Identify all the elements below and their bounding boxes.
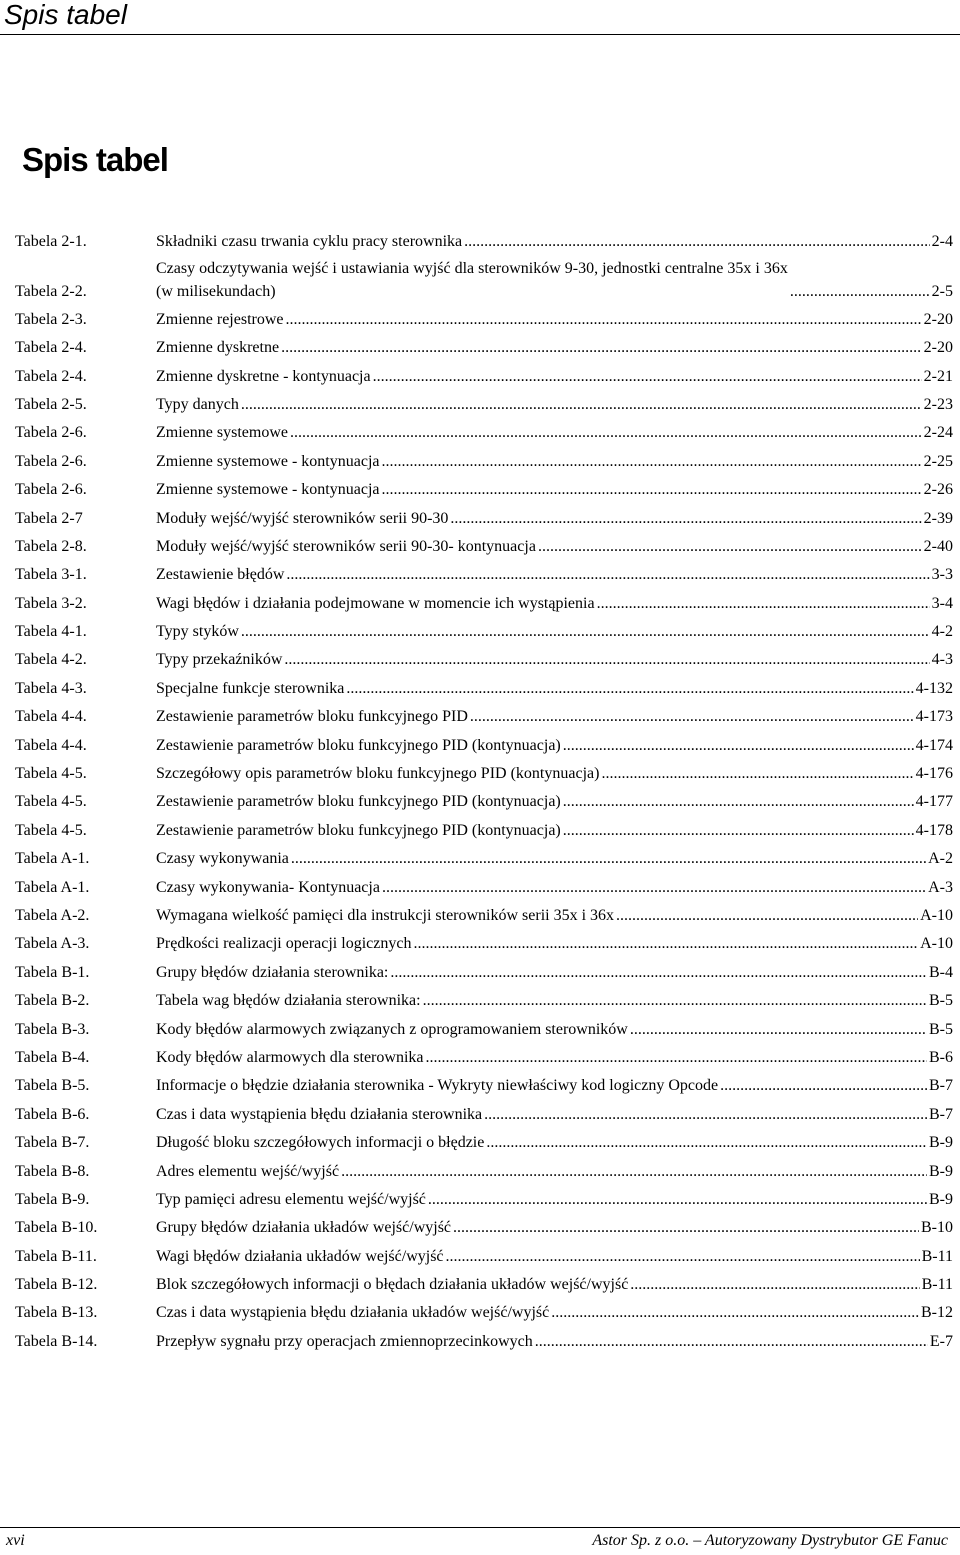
toc-entry-title: Blok szczegółowych informacji o błędach działania układów wejść/wyjść	[156, 1276, 629, 1294]
toc-dot-leader	[470, 704, 914, 729]
toc-entry-title: Wagi błędów działania układów wejść/wyjść	[156, 1247, 444, 1265]
toc-entry-number: Tabela 4-5.	[15, 765, 87, 783]
toc-entry[interactable]	[15, 1329, 953, 1354]
toc-dot-leader	[286, 562, 929, 587]
toc-entry[interactable]	[15, 591, 953, 616]
toc-entry-number: Tabela 2-2.	[15, 283, 87, 301]
toc-entry-number: Tabela A-2.	[15, 906, 90, 924]
toc-dot-leader	[616, 903, 918, 928]
toc-entry-number: Tabela 4-4.	[15, 736, 87, 754]
toc-entry-page: 3-4	[931, 594, 953, 612]
toc-entry-page: 4-2	[931, 623, 953, 641]
toc-entry-number: Tabela B-7.	[15, 1134, 90, 1152]
toc-entry-title: Typy przekaźników	[156, 651, 283, 669]
toc-entry-page: B-6	[929, 1048, 953, 1066]
toc-entry-page: A-2	[928, 850, 953, 868]
toc-entry-title: Przepływ sygnału przy operacjach zmiennoprzecinkowych	[156, 1332, 533, 1350]
toc-dot-leader	[390, 960, 927, 985]
toc-entry-number: Tabela 2-7	[15, 509, 83, 527]
toc-entry-title-continuation: (w milisekundach)	[156, 283, 276, 301]
toc-entry[interactable]	[15, 931, 953, 956]
running-header-title: Spis tabel	[4, 0, 127, 30]
toc-entry[interactable]	[15, 761, 953, 786]
toc-dot-leader	[446, 1244, 920, 1269]
toc-entry-number: Tabela 4-1.	[15, 623, 87, 641]
toc-entry-title: Zmienne systemowe - kontynuacja	[156, 452, 380, 470]
toc-dot-leader	[425, 1045, 927, 1070]
toc-entry-number: Tabela 2-6.	[15, 481, 87, 499]
toc-entry-page: B-7	[929, 1077, 953, 1095]
toc-entry-page: B-5	[929, 1020, 953, 1038]
toc-entry-page: 4-178	[915, 821, 953, 839]
toc-entry-number: Tabela B-1.	[15, 963, 90, 981]
toc-entry-number: Tabela B-5.	[15, 1077, 90, 1095]
toc-entry[interactable]	[15, 1187, 953, 1212]
toc-entry[interactable]	[15, 988, 953, 1013]
toc-dot-leader	[450, 506, 921, 531]
toc-dot-leader	[428, 1187, 927, 1212]
toc-entry-title: Zestawienie parametrów bloku funkcyjnego PID	[156, 708, 468, 726]
toc-entry-title: Moduły wejść/wyjść sterowników serii 90-30- kontynuacja	[156, 537, 536, 555]
toc-entry-page: 3-3	[931, 566, 953, 584]
toc-entry-page: 2-4	[931, 233, 953, 250]
toc-entry[interactable]	[15, 335, 953, 360]
toc-entry[interactable]	[15, 1017, 953, 1042]
toc-entry-number: Tabela B-9.	[15, 1190, 90, 1208]
toc-entry-page: 2-23	[923, 395, 953, 413]
toc-entry[interactable]	[15, 704, 953, 729]
toc-entry-page: 2-5	[931, 283, 953, 301]
toc-entry-page: B-11	[921, 1247, 953, 1265]
toc-entry-number: Tabela 4-5.	[15, 793, 87, 811]
toc-entry-title: Typ pamięci adresu elementu wejść/wyjść	[156, 1190, 426, 1208]
toc-entry-page: 4-174	[915, 736, 953, 754]
toc-dot-leader	[346, 676, 913, 701]
page-title: Spis tabel	[22, 141, 168, 178]
header-rule	[0, 34, 960, 35]
toc-entry[interactable]	[15, 364, 953, 389]
toc-entry-page: B-11	[921, 1276, 953, 1294]
toc-entry-page: B-9	[929, 1190, 953, 1208]
toc-entry-title: Czasy wykonywania- Kontynuacja	[156, 878, 380, 896]
toc-entry-page: 4-177	[915, 793, 953, 811]
toc-dot-leader	[423, 988, 927, 1013]
toc-entry-title: Szczegółowy opis parametrów bloku funkcyjnego PID (kontynuacja)	[156, 765, 600, 783]
toc-entry-page: 2-20	[923, 339, 953, 357]
toc-entry-title: Zestawienie parametrów bloku funkcyjnego PID (kontynuacja)	[156, 793, 561, 811]
toc-dot-leader	[453, 1215, 919, 1240]
footer-publisher: Astor Sp. z o.o. – Autoryzowany Dystrybutor GE Fanuc	[592, 1532, 948, 1549]
toc-entry-title: Składniki czasu trwania cyklu pracy sterownika	[156, 233, 463, 250]
table-of-tables-list	[15, 229, 953, 1357]
toc-entry-number: Tabela 2-8.	[15, 537, 87, 555]
toc-entry[interactable]	[15, 1045, 953, 1070]
toc-dot-leader	[382, 449, 922, 474]
toc-dot-leader	[413, 931, 918, 956]
toc-entry-number: Tabela 2-4.	[15, 367, 87, 385]
footer-rule	[0, 1527, 960, 1528]
toc-entry-page: 4-176	[915, 765, 953, 783]
toc-dot-leader	[597, 591, 930, 616]
toc-entry[interactable]	[15, 562, 953, 587]
toc-entry-number: Tabela 2-1.	[15, 233, 87, 250]
toc-dot-leader	[535, 1329, 928, 1354]
toc-entry-title: Adres elementu wejść/wyjść	[156, 1162, 340, 1180]
toc-entry-number: Tabela A-1.	[15, 878, 90, 896]
toc-entry-number: Tabela 4-4.	[15, 708, 87, 726]
toc-entry-page: 2-24	[923, 424, 953, 442]
toc-entry-title: Zmienne dyskretne - kontynuacja	[156, 367, 371, 385]
toc-entry-number: Tabela B-3.	[15, 1020, 90, 1038]
toc-entry[interactable]	[15, 229, 953, 254]
toc-entry-number: Tabela B-11.	[15, 1247, 97, 1265]
toc-entry-title: Zmienne dyskretne	[156, 339, 280, 357]
toc-entry[interactable]	[15, 506, 953, 531]
toc-entry[interactable]	[15, 846, 953, 871]
toc-entry-title: Moduły wejść/wyjść sterowników serii 90-30	[156, 509, 449, 527]
toc-entry-page: B-9	[929, 1162, 953, 1180]
toc-entry-title: Grupy błędów działania układów wejść/wyjść	[156, 1219, 452, 1237]
toc-entry-number: Tabela 2-6.	[15, 452, 87, 470]
toc-entry[interactable]	[15, 619, 953, 644]
toc-entry-title: Wagi błędów i działania podejmowane w momencie ich wystąpienia	[156, 594, 595, 612]
toc-entry-number: Tabela B-13.	[15, 1304, 98, 1322]
toc-entry[interactable]	[15, 733, 953, 758]
toc-entry[interactable]	[15, 1272, 953, 1297]
toc-entry[interactable]	[15, 1159, 953, 1184]
toc-dot-leader	[373, 364, 922, 389]
toc-entry-number: Tabela 4-3.	[15, 679, 87, 697]
toc-dot-leader	[563, 818, 914, 843]
toc-entry-page: A-10	[920, 935, 953, 953]
toc-entry-number: Tabela B-10.	[15, 1219, 98, 1237]
toc-entry-title: Kody błędów alarmowych dla sterownika	[156, 1048, 424, 1066]
toc-dot-leader	[286, 307, 922, 332]
toc-dot-leader	[241, 619, 930, 644]
toc-entry[interactable]	[15, 1215, 953, 1240]
toc-entry-page: B-12	[921, 1304, 953, 1322]
toc-dot-leader	[563, 733, 914, 758]
toc-entry[interactable]	[15, 1300, 953, 1325]
toc-dot-leader	[790, 280, 930, 303]
toc-dot-leader	[382, 477, 922, 502]
toc-entry-page: 2-39	[923, 509, 953, 527]
toc-entry-page: 2-40	[923, 537, 953, 555]
toc-entry-title: Grupy błędów działania sterownika:	[156, 963, 389, 981]
toc-entry-title: Zmienne systemowe - kontynuacja	[156, 481, 380, 499]
toc-entry[interactable]	[15, 420, 953, 445]
toc-entry-number: Tabela B-4.	[15, 1048, 90, 1066]
toc-entry-title: Wymagana wielkość pamięci dla instrukcji sterowników serii 35x i 36x	[156, 906, 615, 924]
toc-entry-title: Specjalne funkcje sterownika	[156, 679, 345, 697]
toc-entry-title: Czas i data wystąpienia błędu działania układów wejść/wyjść	[156, 1304, 550, 1322]
toc-entry[interactable]	[15, 449, 953, 474]
toc-entry[interactable]	[15, 960, 953, 985]
toc-dot-leader	[538, 534, 922, 559]
toc-entry-title: Prędkości realizacji operacji logicznych	[156, 935, 412, 953]
toc-dot-leader	[630, 1017, 927, 1042]
toc-entry[interactable]	[15, 257, 953, 303]
toc-entry-page: B-9	[929, 1134, 953, 1152]
toc-entry-number: Tabela B-2.	[15, 992, 90, 1010]
toc-entry-page: E-7	[929, 1332, 953, 1350]
toc-entry-page: 2-20	[923, 310, 953, 328]
toc-entry[interactable]	[15, 647, 953, 672]
toc-entry-page: A-10	[920, 906, 953, 924]
toc-entry-number: Tabela B-6.	[15, 1105, 90, 1123]
toc-entry-title: Zmienne systemowe	[156, 424, 288, 442]
toc-dot-leader	[630, 1272, 919, 1297]
toc-entry-title: Długość bloku szczegółowych informacji o błędzie	[156, 1134, 485, 1152]
toc-dot-leader	[486, 1130, 927, 1155]
toc-entry-title: Zestawienie błędów	[156, 566, 285, 584]
toc-entry-page: 2-21	[923, 367, 953, 385]
toc-entry-title: Zestawienie parametrów bloku funkcyjnego PID (kontynuacja)	[156, 736, 561, 754]
toc-entry-page: 2-25	[923, 452, 953, 470]
toc-entry-number: Tabela 2-4.	[15, 339, 87, 357]
toc-entry-title: Zmienne rejestrowe	[156, 310, 284, 328]
toc-dot-leader	[601, 761, 913, 786]
toc-dot-leader	[464, 229, 930, 254]
toc-dot-leader	[241, 392, 922, 417]
toc-dot-leader	[484, 1102, 927, 1127]
toc-dot-leader	[563, 789, 914, 814]
toc-entry-page: 4-173	[915, 708, 953, 726]
toc-entry-page: 4-132	[915, 679, 953, 697]
toc-entry-title: Informacje o błędzie działania sterownika - Wykryty niewłaściwy kod logiczny Opcode	[156, 1077, 719, 1095]
toc-entry[interactable]	[15, 392, 953, 417]
toc-entry[interactable]	[15, 1102, 953, 1127]
toc-entry-title: Czasy odczytywania wejść i ustawiania wyjść dla sterowników 9-30, jednostki centralne 35x i 36x	[156, 260, 788, 278]
toc-entry[interactable]	[15, 477, 953, 502]
toc-entry-number: Tabela B-14.	[15, 1332, 98, 1350]
toc-entry-title: Typy danych	[156, 395, 239, 413]
toc-dot-leader	[382, 875, 926, 900]
toc-dot-leader	[291, 846, 926, 871]
toc-entry-page: 2-26	[923, 481, 953, 499]
toc-entry-title: Typy styków	[156, 623, 239, 641]
toc-dot-leader	[290, 420, 922, 445]
toc-dot-leader	[551, 1300, 919, 1325]
toc-entry-page: 4-3	[931, 651, 953, 669]
toc-entry[interactable]	[15, 818, 953, 843]
toc-entry-page: A-3	[928, 878, 953, 896]
toc-entry-number: Tabela A-3.	[15, 935, 90, 953]
toc-entry-page: B-10	[921, 1219, 953, 1237]
footer-page-number: xvi	[6, 1532, 25, 1549]
toc-entry-page: B-4	[929, 963, 953, 981]
toc-entry-page: B-5	[929, 992, 953, 1010]
toc-entry-number: Tabela A-1.	[15, 850, 90, 868]
toc-entry[interactable]	[15, 307, 953, 332]
toc-entry-title: Zestawienie parametrów bloku funkcyjnego PID (kontynuacja)	[156, 821, 561, 839]
toc-entry-number: Tabela 4-5.	[15, 821, 87, 839]
toc-dot-leader	[341, 1159, 927, 1184]
toc-entry-title: Tabela wag błędów działania sterownika:	[156, 992, 421, 1010]
toc-dot-leader	[720, 1073, 927, 1098]
toc-dot-leader	[284, 647, 929, 672]
toc-entry[interactable]	[15, 534, 953, 559]
toc-entry[interactable]	[15, 1244, 953, 1269]
toc-dot-leader	[281, 335, 922, 360]
toc-entry[interactable]	[15, 903, 953, 928]
toc-entry-title: Czasy wykonywania	[156, 850, 289, 868]
toc-entry[interactable]	[15, 1073, 953, 1098]
toc-entry[interactable]	[15, 875, 953, 900]
toc-entry-number: Tabela 3-1.	[15, 566, 87, 584]
toc-entry-number: Tabela 2-3.	[15, 310, 87, 328]
toc-entry-number: Tabela 3-2.	[15, 594, 87, 612]
toc-entry-title: Kody błędów alarmowych związanych z oprogramowaniem sterowników	[156, 1020, 628, 1038]
toc-entry-title: Czas i data wystąpienia błędu działania sterownika	[156, 1105, 483, 1123]
toc-entry-number: Tabela B-12.	[15, 1276, 98, 1294]
toc-entry-page: B-7	[929, 1105, 953, 1123]
toc-entry-number: Tabela 4-2.	[15, 651, 87, 669]
toc-entry[interactable]	[15, 789, 953, 814]
toc-entry-number: Tabela 2-5.	[15, 395, 87, 413]
toc-entry-number: Tabela B-8.	[15, 1162, 90, 1180]
toc-entry[interactable]	[15, 676, 953, 701]
toc-entry[interactable]	[15, 1130, 953, 1155]
toc-entry-number: Tabela 2-6.	[15, 424, 87, 442]
